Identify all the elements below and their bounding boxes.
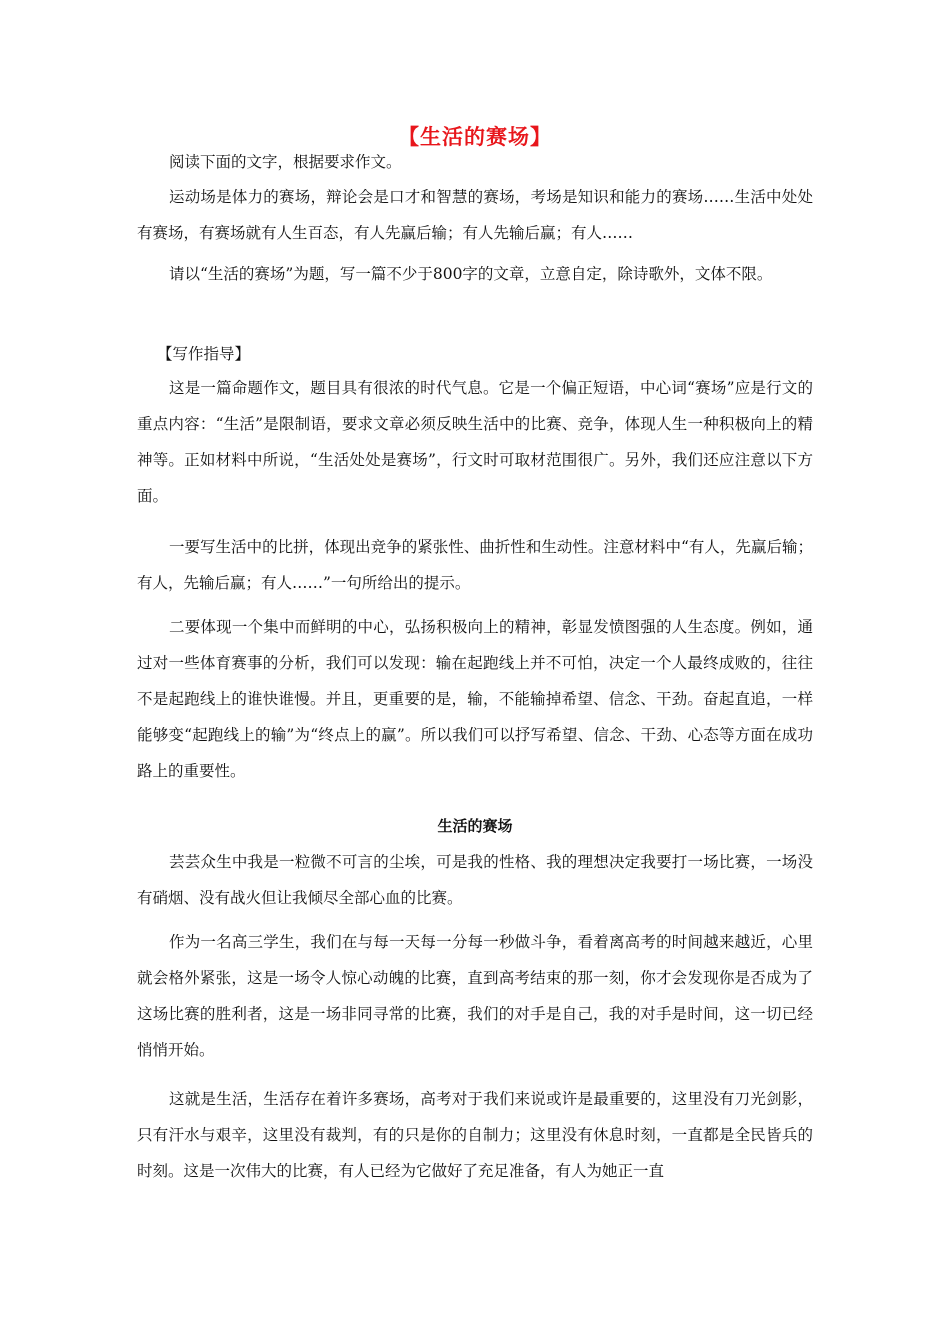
- document-title: 【生活的赛场】: [398, 125, 552, 149]
- guide-paragraph-2: 一要写生活中的比拼，体现出竞争的紧张性、曲折性和生动性。注意材料中“有人，先赢后输；有人，先输后赢；有人……”一句所给出的提示。: [137, 538, 813, 592]
- guide-heading: 【写作指导】: [157, 345, 251, 363]
- essay-paragraph-1: 芸芸众生中我是一粒微不可言的尘埃，可是我的性格、我的理想决定我要打一场比赛，一场没有硝烟、没有战火但让我倾尽全部心血的比赛。: [137, 853, 813, 907]
- guide-paragraph-1: 这是一篇命题作文，题目具有很浓的时代气息。它是一个偏正短语，中心词“赛场”应是行文的重点内容：“生活”是限制语，要求文章必须反映生活中的比赛、竞争，体现人生一种积极向上的精神等。正如材料中所说，“生活处处是赛场”，行文时可取材范围很广。另外，我们还应注意以下方面。: [137, 379, 813, 505]
- prompt-requirement: 请以“生活的赛场”为题，写一篇不少于800字的文章，立意自定，除诗歌外，文体不限。: [169, 265, 773, 283]
- prompt-instruction: 阅读下面的文字，根据要求作文。: [169, 153, 402, 171]
- guide-paragraph-3: 二要体现一个集中而鲜明的中心，弘扬积极向上的精神，彰显发愤图强的人生态度。例如，通过对一些体育赛事的分析，我们可以发现：输在起跑线上并不可怕，决定一个人最终成败的，往往不是起跑线上的谁快谁慢。并且，更重要的是，输，不能输掉希望、信念、干劲。奋起直追，一样能够变“起跑线上的输”为“终点上的赢”。所以我们可以抒写希望、信念、干劲、心态等方面在成功路上的重要性。: [137, 618, 813, 780]
- essay-title: 生活的赛场: [437, 817, 513, 835]
- essay-paragraph-2: 作为一名高三学生，我们在与每一天每一分每一秒做斗争，看着离高考的时间越来越近，心里就会格外紧张，这是一场令人惊心动魄的比赛，直到高考结束的那一刻，你才会发现你是否成为了这场比赛的胜利者，这是一场非同寻常的比赛，我们的对手是自己，我的对手是时间，这一切已经悄悄开始。: [137, 933, 813, 1059]
- prompt-material: 运动场是体力的赛场，辩论会是口才和智慧的赛场，考场是知识和能力的赛场……生活中处处有赛场，有赛场就有人生百态，有人先赢后输；有人先输后赢；有人……: [137, 188, 813, 242]
- essay-paragraph-3: 这就是生活，生活存在着许多赛场，高考对于我们来说或许是最重要的，这里没有刀光剑影，只有汗水与艰辛，这里没有裁判，有的只是你的自制力；这里没有休息时刻，一直都是全民皆兵的时刻。这是一次伟大的比赛，有人已经为它做好了充足准备，有人为她正一直: [137, 1090, 813, 1180]
